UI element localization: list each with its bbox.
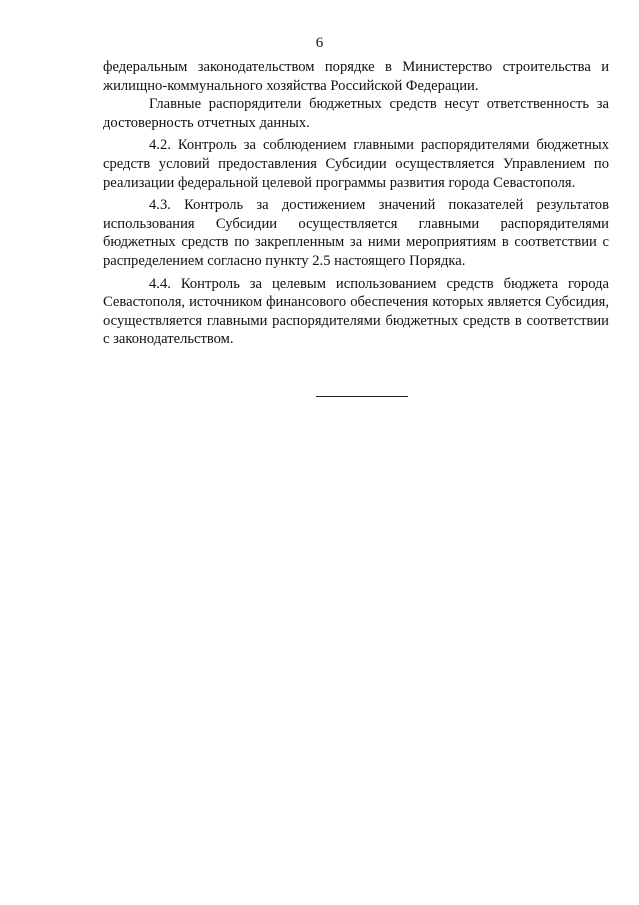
- paragraph-4-2: 4.2. Контроль за соблюдением главными распорядителями бюджетных средств условий предоставления Субсидии осуществляется Управлением по реализации федеральной целевой программы развития города Севастополя.: [103, 137, 609, 191]
- paragraph-4-3: 4.3. Контроль за достижением значений показателей результатов использования Субсидии осуществляется главными распорядителями бюджетных средств по закрепленным за ними мероприятиям в соответствии с распределением согласно пункту 2.5 настоящего Порядка.: [103, 197, 609, 269]
- page-number: 6: [315, 35, 324, 51]
- paragraph-continuation: федеральным законодательством порядке в Министерство строительства и жилищно-коммунального хозяйства Российской Федерации.: [103, 59, 609, 94]
- paragraph-4-4: 4.4. Контроль за целевым использованием средств бюджета города Севастополя, источником финансового обеспечения которых является Субсидия, осуществляется главными распорядителями бюджетных средств в соответствии с законодательством.: [103, 275, 609, 348]
- paragraph-responsibility: Главные распорядители бюджетных средств несут ответственность за достоверность отчетных данных.: [103, 96, 609, 131]
- document-body: [103, 58, 609, 349]
- end-of-document-line: [316, 396, 408, 397]
